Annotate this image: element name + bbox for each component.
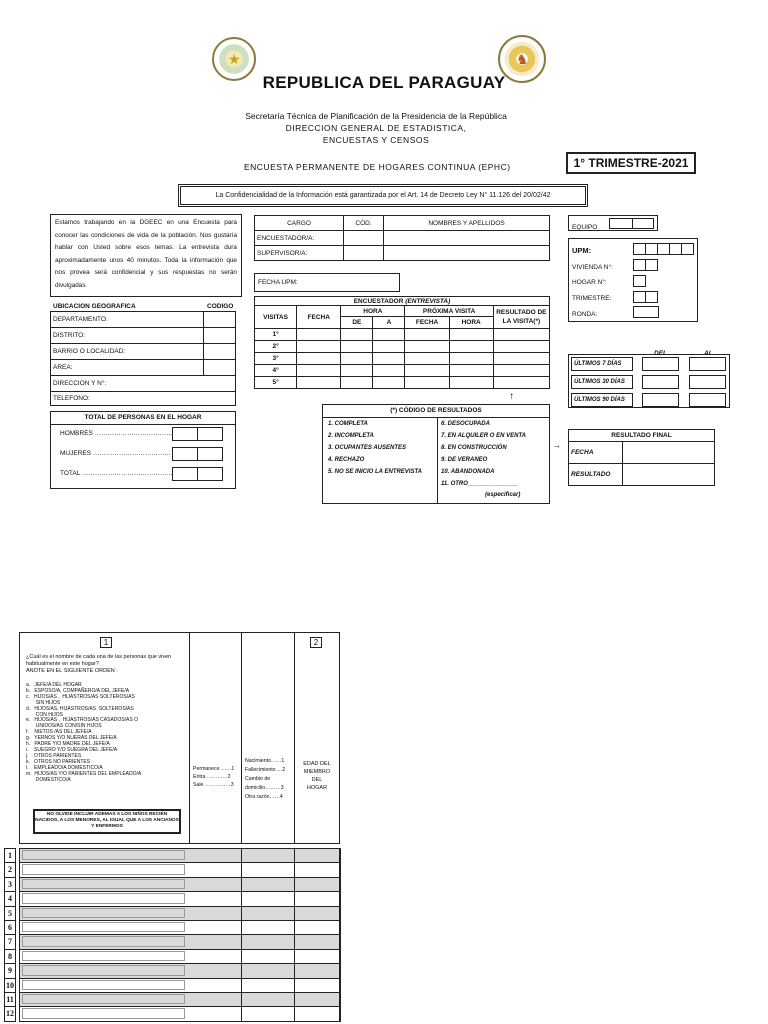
status-options (193, 765, 234, 789)
roster-divider-2 (241, 632, 242, 844)
q2-number-text: 2 (313, 638, 319, 647)
geo-barrio: BARRIO O LOCALIDAD: (51, 344, 204, 360)
roster-order-item: m. HIJOS/AS Y/O PARIENTES DEL EMPLEADO/A (26, 770, 142, 777)
visit-cell[interactable] (493, 365, 549, 377)
col-de: DE (341, 317, 373, 329)
roster-order-item: i. SUEGRO Y/O SUEGRA DEL JEFE/A (26, 746, 118, 753)
geo-title: UBICACION GEOGRAFICA (53, 303, 136, 310)
col-cod: CÓD. (344, 216, 384, 231)
roster-order-item: d. HIJOS/AS, HIJASTROS/AS SOLTEROS/AS (26, 705, 134, 712)
survey-name: ENCUESTA PERMANENTE DE HOGARES CONTINUA (EPHC) (244, 162, 511, 172)
roster-order-item: e. HIJOS/AS , HIJASTROS/AS CASADOS/AS O (26, 717, 138, 724)
roster-order-item: DOMESTICO/A (26, 776, 71, 783)
ronda-fields (633, 305, 659, 323)
roster-name-cell[interactable] (22, 879, 185, 889)
roster-order-item: SIN HIJOS (26, 699, 61, 706)
roster-status-cell[interactable] (189, 906, 242, 921)
status-option: Sale ……………3 (193, 782, 234, 788)
visit-cell[interactable] (341, 377, 373, 389)
visit-cell[interactable] (297, 377, 341, 389)
fecha-upm-box[interactable] (254, 273, 400, 292)
roster-row-number: 5 (4, 906, 16, 921)
upm-label: UPM: (572, 246, 592, 255)
code-right-item: 6. DESOCUPADA (441, 421, 490, 427)
period-row-label: ÚLTIMOS 7 DÍAS (571, 357, 633, 371)
codes-title: (*) CÓDIGO DE RESULTADOS (323, 405, 549, 418)
col-p-hora: HORA (449, 317, 493, 329)
visit-row-label: 1° (255, 329, 297, 341)
roster-status-cell[interactable] (189, 978, 242, 993)
confidentiality-box (178, 184, 588, 207)
equipo-label: EQUIPO (572, 224, 598, 231)
code-right-item: 9. DE VERANEO (441, 457, 488, 463)
star-icon: ★ (228, 51, 241, 67)
encuestador-code-field[interactable] (344, 231, 384, 246)
hogar-digit-1[interactable] (633, 275, 646, 287)
roster-status-cell[interactable] (189, 891, 242, 906)
geo-departamento: DEPARTAMENTO: (51, 312, 204, 328)
visit-cell[interactable] (373, 353, 405, 365)
roster-status-cell[interactable] (189, 949, 242, 964)
final-fecha-field[interactable] (623, 442, 715, 464)
roster-row (19, 949, 340, 964)
col-resultado-1: RESULTADO DE (496, 308, 547, 316)
col-visitas: VISITAS (255, 306, 297, 329)
roster-order-item: c. HIJOS/AS , HIJASTROS/AS SOLTEROS/AS (26, 693, 135, 700)
roster-reason-cell[interactable] (241, 949, 295, 964)
roster-divider-1 (189, 632, 190, 844)
period-al-field[interactable] (689, 357, 726, 371)
roster-status-cell[interactable] (189, 963, 242, 978)
roster-age-cell[interactable] (294, 978, 341, 993)
roster-row (19, 920, 340, 935)
visit-cell[interactable] (373, 365, 405, 377)
direction-line: DIRECCION GENERAL DE ESTADISTICA, (285, 123, 467, 133)
codes-box (322, 404, 550, 504)
code-right-item: 11. OTRO_______________ (441, 481, 518, 487)
roster-age-cell[interactable] (294, 862, 341, 877)
roster-divider-3 (294, 632, 295, 844)
roster-order-item: k. OTROS NO PARIENTES (26, 758, 91, 765)
roster-row-number: 3 (4, 877, 16, 892)
period-row-label: ÚLTIMOS 30 DÍAS (571, 375, 633, 389)
final-resultado-field[interactable] (623, 464, 715, 486)
ronda-label: RONDA: (572, 311, 598, 318)
persons-field-1[interactable] (172, 467, 198, 481)
persons-field-1[interactable] (172, 447, 198, 461)
roster-row (19, 963, 340, 978)
roster-order-item: h. PADRE Y/O MADRE DEL JEFE/A (26, 741, 110, 748)
roster-reason-cell[interactable] (241, 906, 295, 921)
geo-telefono[interactable]: TELEFONO: (51, 392, 236, 406)
visit-row-label: 2° (255, 341, 297, 353)
persons-field-2[interactable] (197, 447, 223, 461)
geo-code-title: CODIGO (207, 303, 234, 310)
visit-cell[interactable] (341, 341, 373, 353)
roster-name-cell[interactable] (22, 965, 185, 975)
roster-name-cell[interactable] (22, 936, 185, 946)
roster-row (19, 906, 340, 921)
visit-cell[interactable] (405, 329, 449, 341)
roster-order-item: f. NIETOS /AS DEL JEFE/A (26, 729, 92, 736)
geo-direccion[interactable]: DIRECCION Y N°: (51, 376, 236, 392)
intro-box (50, 214, 242, 297)
geo-area: AREA: (51, 360, 204, 376)
roster-status-cell[interactable] (189, 1006, 242, 1021)
roster-order-item: l. EMPLEADO/A DOMESTICO/A (26, 764, 103, 771)
reason-option: Fallecimiento …2 (245, 767, 286, 773)
period-del-label: DEL (654, 350, 667, 357)
persons-title: TOTAL DE PERSONAS EN EL HOGAR (51, 412, 235, 425)
vivienda-label: VIVIENDA N°: (572, 264, 613, 271)
visit-cell[interactable] (373, 329, 405, 341)
trimestre-digit-2[interactable] (645, 291, 658, 303)
col-a: A (373, 317, 405, 329)
code-right-item: 8. EN CONSTRUCCIÓN (441, 445, 507, 451)
final-result-table (568, 429, 715, 486)
roster-name-cell[interactable] (22, 864, 185, 874)
geo-departamento-code[interactable] (204, 312, 236, 328)
roster-status-cell[interactable] (189, 848, 242, 863)
period-al-field[interactable] (689, 375, 726, 389)
roster-row (19, 1006, 340, 1021)
visits-table (254, 296, 550, 389)
roster-note: NO OLVIDE INCLUIR ADEMAS A LOS NIÑOS RECIÉN NACIDOS, A LOS MENORES, AL IGUAL QUE A LOS ANCIANOS Y ENFERMOS (35, 812, 179, 829)
period-row-label: ÚLTIMOS 90 DÍAS (571, 393, 633, 407)
roster-status-cell[interactable] (189, 862, 242, 877)
row-supervisor: SUPERVISOR/A: (255, 246, 344, 261)
roster-name-cell[interactable] (22, 980, 185, 990)
reason-option: domicilio………3 (245, 785, 284, 791)
fecha-upm-label: FECHA UPM: (258, 279, 298, 286)
arrow-up-icon: ↑ (509, 391, 514, 402)
roster-row-number: 11 (4, 992, 16, 1007)
roster-items (26, 683, 186, 783)
status-option: Entra …………2 (193, 774, 231, 780)
code-right-item: 10. ABANDONADA (441, 469, 495, 475)
visit-cell[interactable] (341, 353, 373, 365)
code-left-item: 4. RECHAZO (328, 457, 365, 463)
roster-age-cell[interactable] (294, 963, 341, 978)
roster-row (19, 891, 340, 906)
supervisor-code-field[interactable] (344, 246, 384, 261)
geo-table (50, 311, 236, 406)
visit-cell[interactable] (297, 353, 341, 365)
roster-row-number: 4 (4, 891, 16, 906)
geo-distrito: DISTRITO: (51, 328, 204, 344)
visit-cell[interactable] (449, 353, 493, 365)
roster-reason-cell[interactable] (241, 978, 295, 993)
roster-age-cell[interactable] (294, 992, 341, 1007)
roster-age-cell[interactable] (294, 949, 341, 964)
equipo-field-1[interactable] (609, 218, 633, 229)
roster-row-number: 9 (4, 963, 16, 978)
roster-row (19, 992, 340, 1007)
roster-reason-cell[interactable] (241, 992, 295, 1007)
persons-field-2[interactable] (197, 427, 223, 441)
code-left-item: 2. INCOMPLETA (328, 433, 374, 439)
roster-row (19, 978, 340, 993)
vivienda-digit-2[interactable] (645, 259, 658, 271)
codes-specify: (especificar) (485, 492, 521, 498)
supervisor-name-field[interactable] (384, 246, 550, 261)
visit-cell[interactable] (297, 365, 341, 377)
roster-row (19, 862, 340, 877)
roster-question: ¿Cuál es el nombre de cada una de las personas que viven habitualmente en este hogar? (26, 654, 172, 667)
encuestador-name-field[interactable] (384, 231, 550, 246)
page-title: REPUBLICA DEL PARAGUAY (262, 73, 506, 92)
roster-row-number: 7 (4, 934, 16, 949)
roster-row-number: 6 (4, 920, 16, 935)
col-fecha: FECHA (297, 306, 341, 329)
final-title: RESULTADO FINAL (569, 430, 715, 442)
roster-order-item: UNIDOS/AS CON/SIN HIJOS (26, 723, 102, 730)
roster-name-cell[interactable] (22, 951, 185, 961)
visit-cell[interactable] (493, 353, 549, 365)
persons-row-label: HOMBRES ……………………………… (60, 430, 173, 437)
hogar-label: HOGAR N°: (572, 279, 607, 286)
col-hora: HORA (341, 306, 405, 317)
roster-row-number: 10 (4, 978, 16, 993)
code-left-item: 3. OCUPANTES AUSENTES (328, 445, 407, 451)
roster-row-number: 1 (4, 848, 16, 863)
equipo-field-2[interactable] (632, 218, 654, 229)
roster-row-number: 12 (4, 1006, 16, 1021)
visit-cell[interactable] (373, 341, 405, 353)
arrow-right-icon: → (552, 440, 561, 450)
roster-order-item: a. JEFE/A DEL HOGAR (26, 682, 82, 688)
question-2-number (310, 637, 322, 648)
roster-status-cell[interactable] (189, 992, 242, 1007)
visit-cell[interactable] (297, 329, 341, 341)
visit-cell[interactable] (405, 341, 449, 353)
equipo-box (568, 215, 658, 231)
roster-name-cell[interactable] (22, 908, 185, 918)
roster-name-cell[interactable] (22, 1008, 185, 1018)
visits-title: ENCUESTADOR (353, 297, 406, 305)
reason-option: Cambio de (245, 776, 271, 782)
roster-reason-cell[interactable] (241, 848, 295, 863)
period-del-field[interactable] (642, 375, 679, 389)
persons-field-2[interactable] (197, 467, 223, 481)
secretariat-line: Secretaría Técnica de Planificación de la Presidencia de la República (245, 111, 507, 121)
visit-cell[interactable] (449, 329, 493, 341)
visit-cell[interactable] (405, 353, 449, 365)
visit-cell[interactable] (297, 341, 341, 353)
roster-status-cell[interactable] (189, 934, 242, 949)
period-del-field[interactable] (642, 393, 679, 407)
q1-number-text: 1 (103, 638, 109, 647)
confidentiality-text: La Confidencialidad de la Información está garantizada por el Art. 14 de Decreto Ley N° 11.126 del 20/02/42 (215, 192, 551, 199)
censos-line: ENCUESTAS Y CENSOS (322, 135, 430, 145)
code-left-item: 5. NO SE INICIO LA ENTREVISTA (328, 469, 423, 475)
trimestre-badge (566, 152, 696, 174)
visit-cell[interactable] (341, 365, 373, 377)
col-resultado-2: LA VISITA(*) (502, 318, 541, 325)
row-encuestador: ENCUESTADOR/A: (255, 231, 344, 246)
roster-order-item: j. OTROS PARIENTES (26, 752, 82, 759)
roster-reason-cell[interactable] (241, 877, 295, 892)
trimestre-id-label: TRIMESTRE: (572, 295, 612, 302)
visit-cell[interactable] (493, 341, 549, 353)
roster-note-box (33, 809, 181, 834)
roster-reason-cell[interactable] (241, 963, 295, 978)
roster-status-cell[interactable] (189, 920, 242, 935)
lion-icon: ♞ (516, 51, 529, 67)
roster-order-item: b. ESPOSO/A, COMPAÑERO/A DEL JEFE/A (26, 687, 130, 694)
codes-divider (437, 417, 438, 503)
trimestre-label: 1° TRIMESTRE-2021 (573, 156, 689, 170)
period-al-field[interactable] (689, 393, 726, 407)
reason-option: Otra razón……4 (245, 794, 283, 800)
code-left-item: 1. COMPLETA (328, 421, 368, 427)
intro-text: Estamos trabajando en la DGEEC en una Encuesta para conocer las condiciones de vida de la población. Nos gustaría hablar con Usted sobre esos temas. La entrevista dura aproximadamente unos 40 minutos. Toda la información que nos provea será confidencial y sus respuestas no serán divulgadas (55, 219, 237, 289)
roster-row-number: 2 (4, 862, 16, 877)
geo-area-code[interactable] (204, 360, 236, 376)
status-option: Permanece ……1 (193, 766, 235, 772)
final-resultado: RESULTADO (569, 464, 623, 486)
visit-cell[interactable] (405, 377, 449, 389)
roster-name-cell[interactable] (22, 850, 185, 860)
roster-name-cell[interactable] (22, 893, 185, 903)
visit-row-label: 4° (255, 365, 297, 377)
roster-order-item: g. YERNOS Y/O NUERAS DEL JEFE/A (26, 735, 117, 742)
visit-cell[interactable] (449, 365, 493, 377)
roster-name-cell[interactable] (22, 922, 185, 932)
code-right-item: 7. EN ALQUILER O EN VENTA (441, 433, 527, 439)
roster-age-cell[interactable] (294, 848, 341, 863)
roster-age-cell[interactable] (294, 891, 341, 906)
roster-name-cell[interactable] (22, 994, 185, 1004)
question-1-number (100, 637, 112, 648)
roster-row (19, 934, 340, 949)
visit-cell[interactable] (449, 341, 493, 353)
visit-cell[interactable] (373, 377, 405, 389)
roster-age-cell[interactable] (294, 920, 341, 935)
roster-reason-cell[interactable] (241, 862, 295, 877)
visit-cell[interactable] (449, 377, 493, 389)
roster-order-item: CON HIJOS (26, 711, 63, 718)
persons-row-label: TOTAL …………………………………… (60, 470, 173, 477)
period-al-label: AL (704, 350, 713, 357)
roster-age-cell[interactable] (294, 1006, 341, 1021)
roster-reason-cell[interactable] (241, 934, 295, 949)
staff-table (254, 215, 550, 261)
persons-row-label: MUJERES ……………………………… (60, 450, 171, 457)
col-p-fecha: FECHA (405, 317, 449, 329)
col-proxima: PRÓXIMA VISITA (405, 306, 493, 317)
upm-digit-5[interactable] (681, 243, 694, 255)
col-nombres: NOMBRES Y APELLIDOS (384, 216, 550, 231)
visits-title-italic: (ENTREVISTA) (405, 297, 451, 305)
persons-field-1[interactable] (172, 427, 198, 441)
visit-cell[interactable] (493, 329, 549, 341)
roster-order: ANOTE EN EL SIGUIENTE ORDEN : (26, 668, 118, 674)
visit-cell[interactable] (341, 329, 373, 341)
roster-row-number: 8 (4, 949, 16, 964)
roster-age-cell[interactable] (294, 877, 341, 892)
roster-reason-cell[interactable] (241, 920, 295, 935)
roster-age-cell[interactable] (294, 906, 341, 921)
age-column-header: EDAD DEL MIEMBRO DEL HOGAR (303, 761, 331, 791)
geo-distrito-code[interactable] (204, 328, 236, 344)
visit-cell[interactable] (405, 365, 449, 377)
roster-status-cell[interactable] (189, 877, 242, 892)
roster-reason-cell[interactable] (241, 891, 295, 906)
roster-reason-cell[interactable] (241, 1006, 295, 1021)
visit-cell[interactable] (493, 377, 549, 389)
visit-row-label: 5° (255, 377, 297, 389)
roster-row (19, 848, 340, 863)
geo-barrio-code[interactable] (204, 344, 236, 360)
reason-option: Nacimiento……1 (245, 758, 285, 764)
reason-options (245, 757, 285, 802)
roster-age-cell[interactable] (294, 934, 341, 949)
visit-row-label: 3° (255, 353, 297, 365)
final-fecha: FECHA (569, 442, 623, 464)
ronda-field[interactable] (633, 306, 659, 318)
col-cargo: CARGO (255, 216, 344, 231)
roster-row (19, 877, 340, 892)
period-del-field[interactable] (642, 357, 679, 371)
